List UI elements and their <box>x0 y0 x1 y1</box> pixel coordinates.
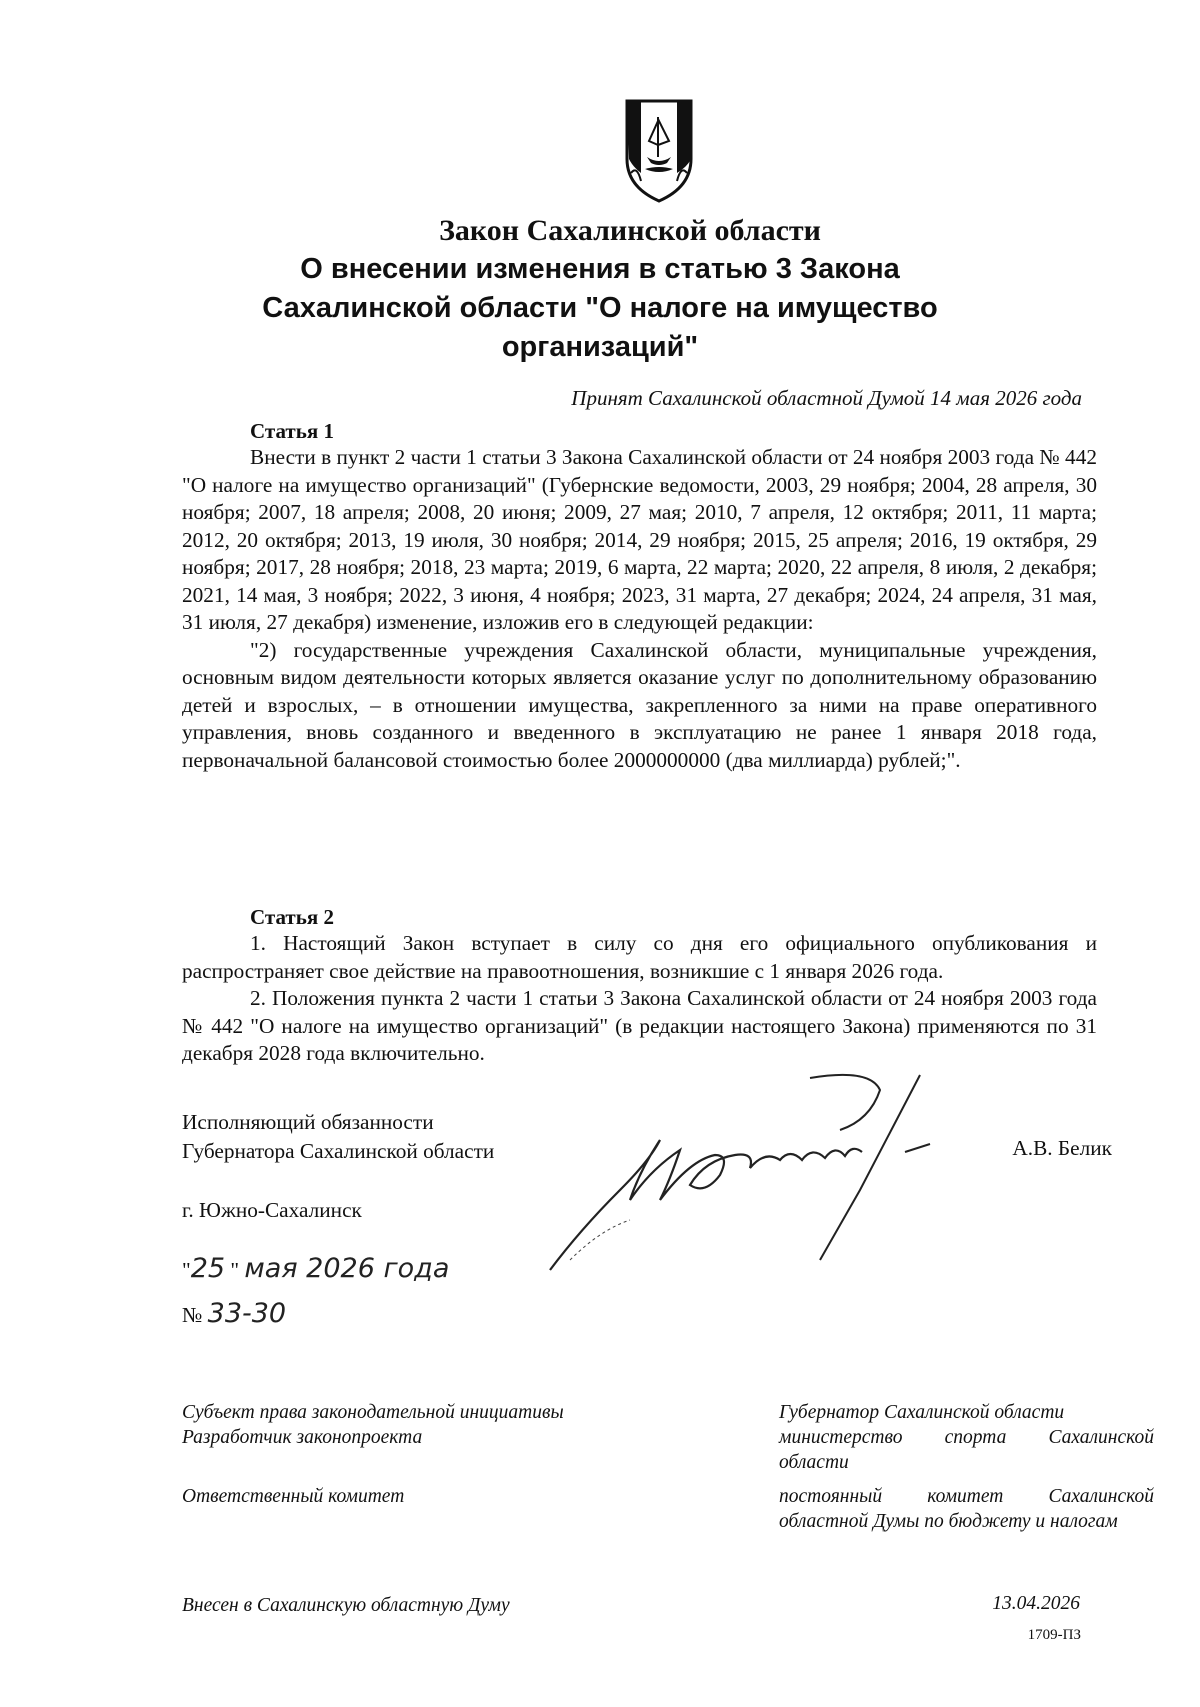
sakhalin-coat-of-arms-icon <box>617 95 701 205</box>
city: г. Южно-Сахалинск <box>182 1198 362 1222</box>
article-1 <box>182 418 1097 774</box>
handwritten-day: 25 <box>190 1253 226 1284</box>
article-1-title: Статья 1 <box>250 419 334 443</box>
signing-date <box>182 1253 449 1284</box>
footer-submitted-label: Внесен в Сахалинскую областную Думу <box>182 1595 510 1616</box>
footer-committee-value: постоянный комитет Сахалинской областной Думы по бюджету и налогам <box>779 1486 1154 1532</box>
document-code: 1709-ПЗ <box>1027 1627 1081 1643</box>
article-2-paragraph-1: 1. Настоящий Закон вступает в силу со дня его официального опубликования и распространяет свое действие на правоотношения, возникшие с 1 января 2026 года. <box>182 931 1097 983</box>
article-1-paragraph-1: Внести в пункт 2 части 1 статьи 3 Закона Сахалинской области от 24 ноября 2003 года № 442 "О налоге на имущество организаций" (Губернские ведомости, 2003, 29 ноября; 2004, 28 апреля, 30 ноября; 2007, 18 апреля; 2008, 20 июня; 2009, 27 мая; 2010, 7 апреля, 12 октября; 2011, 11 марта; 2012, 20 октября; 2013, 19 июля, 30 ноября; 2014, 29 ноября; 2015, 25 апреля; 2016, 19 октября, 29 ноября; 2017, 28 ноября; 2018, 23 марта; 2019, 6 марта, 22 марта; 2020, 22 апреля, 8 июля, 2 декабря; 2021, 14 мая, 3 ноября; 2022, 3 июня, 4 ноября; 2023, 31 марта, 27 декабря; 2024, 24 апреля, 31 мая, 31 июля, 27 декабря) изменение, изложив его в следующей редакции: <box>182 445 1097 634</box>
handwritten-signature <box>540 1060 970 1290</box>
date-quote-close: " <box>230 1258 240 1282</box>
signatory-role <box>182 1108 494 1166</box>
number-sign: № <box>182 1303 203 1327</box>
article-2-title: Статья 2 <box>250 905 334 929</box>
footer-committee-label: Ответственный комитет <box>182 1486 405 1507</box>
footer-initiative-value: Губернатор Сахалинской области <box>779 1402 1065 1423</box>
handwritten-number: 33-30 <box>207 1298 287 1329</box>
signatory-role-line-1: Исполняющий обязанности <box>182 1110 434 1134</box>
law-title: Закон Сахалинской области <box>439 214 821 247</box>
signatory-name: А.В. Белик <box>1012 1136 1112 1160</box>
date-quote-open: " <box>182 1258 191 1282</box>
law-number <box>182 1298 286 1329</box>
title-block <box>0 212 1200 367</box>
handwritten-month-year: мая 2026 года <box>244 1253 450 1284</box>
footer-developer-value: министерство спорта Сахалинской области <box>779 1427 1154 1473</box>
law-subtitle: О внесении изменения в статью 3 Закона Сахалинской области "О налоге на имущество организаций" <box>262 253 938 363</box>
signatory-role-line-2: Губернатора Сахалинской области <box>182 1139 495 1163</box>
article-2 <box>182 904 1097 1068</box>
adoption-note: Принят Сахалинской областной Думой 14 мая 2026 года <box>571 386 1082 410</box>
footer-developer-label: Разработчик законопроекта <box>182 1427 423 1448</box>
article-1-paragraph-2: "2) государственные учреждения Сахалинской области, муниципальные учреждения, основным видом деятельности которых является оказание услуг по дополнительному образованию детей и взрослых, – в отношении имущества, закрепленного за ними на праве оперативного управления, вновь созданного и введенного в эксплуатацию не ранее 1 января 2018 года, первоначальной балансовой стоимостью более 2000000000 (два миллиарда) рублей;". <box>182 637 1097 772</box>
footer-initiative-label: Субъект права законодательной инициативы <box>182 1402 564 1423</box>
submission-date: 13.04.2026 <box>992 1593 1080 1614</box>
article-2-paragraph-2: 2. Положения пункта 2 части 1 статьи 3 Закона Сахалинской области от 24 ноября 2003 года № 442 "О налоге на имущество организаций" (в редакции настоящего Закона) применяются по 31 декабря 2028 года включительно. <box>182 986 1097 1065</box>
